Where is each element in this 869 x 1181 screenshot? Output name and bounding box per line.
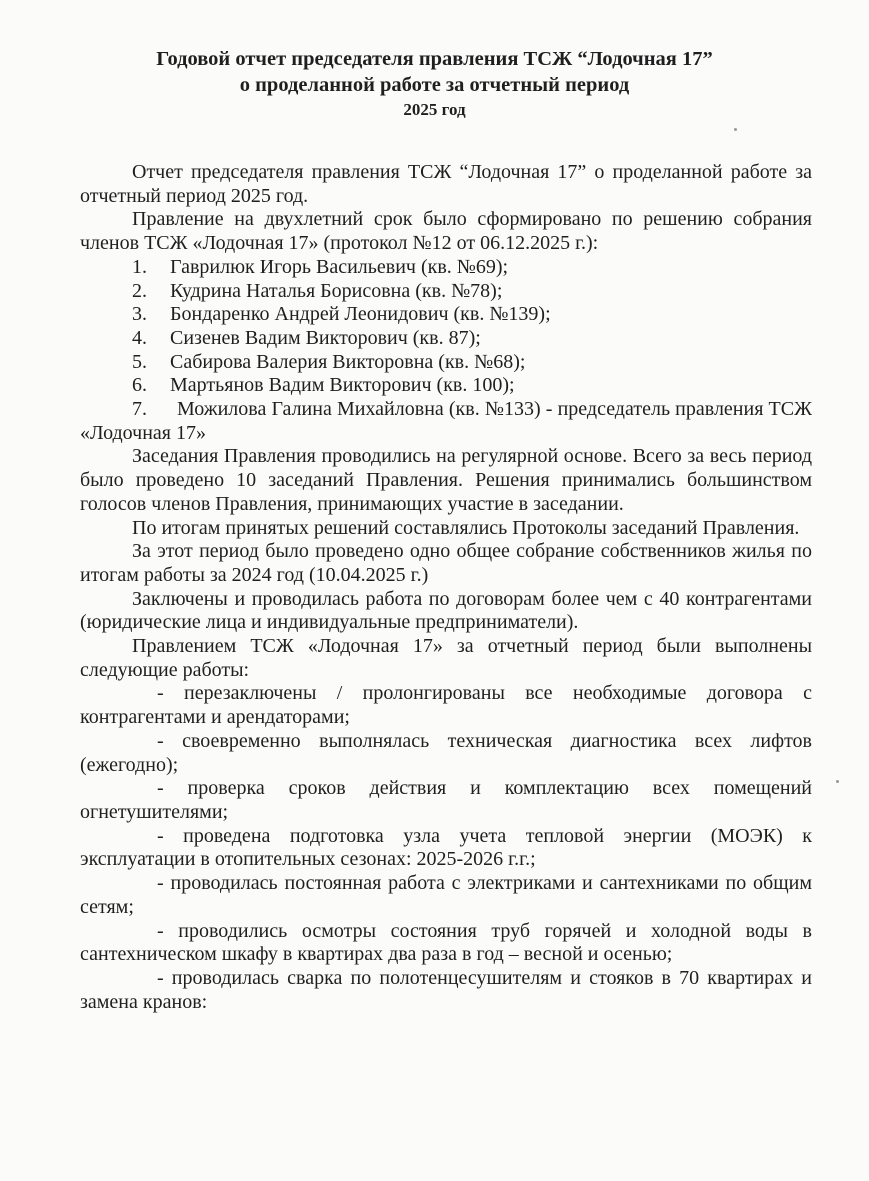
board-member-text: Мартьянов Вадим Викторович (кв. 100); [170, 374, 515, 397]
work-item: - проверка сроков действия и комплектацию всех помещений огнетушителями; [80, 777, 812, 823]
intro-paragraph: Отчет председателя правления ТСЖ “Лодочная 17” о проделанной работе за отчетный период 2025 год. [80, 161, 812, 207]
list-number: 5. [132, 350, 147, 373]
general-meeting-paragraph: За этот период было проведено одно общее собрание собственников жилья по итогам работы за 2024 год (10.04.2025 г.) [80, 540, 812, 586]
works-intro-paragraph: Правлением ТСЖ «Лодочная 17» за отчетный период были выполнены следующие работы: [80, 635, 812, 681]
contracts-paragraph: Заключены и проводилась работа по договорам более чем с 40 контрагентами (юридические лица и индивидуальные предприниматели). [80, 587, 812, 634]
scan-speck [734, 128, 737, 131]
document-title [0, 46, 869, 122]
list-number: 4. [132, 326, 147, 349]
document-body [80, 161, 812, 1014]
board-member-item [80, 351, 812, 375]
list-number: 7. [132, 398, 147, 421]
title-line-1: Годовой отчет председателя правления ТСЖ “Лодочная 17” [156, 48, 713, 70]
board-member-item [80, 327, 812, 351]
meetings-paragraph: Заседания Правления проводились на регулярной основе. Всего за весь период было проведено 10 заседаний Правления. Решения принимались большинством голосов членов Правления, принимающих участие в заседании. [80, 445, 812, 515]
work-item: - проводилась постоянная работа с электриками и сантехниками по общим сетям; [80, 872, 812, 918]
work-item: - своевременно выполнялась техническая диагностика всех лифтов (ежегодно); [80, 729, 812, 776]
board-member-text: Кудрина Наталья Борисовна (кв. №78); [170, 279, 503, 302]
board-member-item [80, 256, 812, 280]
work-item: - перезаключены / пролонгированы все необходимые договора с контрагентами и арендаторами; [80, 682, 812, 729]
board-member-item [80, 280, 812, 304]
title-line-2: о проделанной работе за отчетный период [239, 74, 630, 96]
board-member-text: Сизенев Вадим Викторович (кв. 87); [170, 326, 481, 349]
list-number: 2. [132, 279, 147, 302]
board-member-text: Сабирова Валерия Викторовна (кв. №68); [170, 350, 526, 373]
board-member-text: Гаврилюк Игорь Васильевич (кв. №69); [170, 255, 509, 278]
list-number: 1. [132, 255, 147, 278]
work-item: - проводилась сварка по полотенцесушителям и стояков в 70 квартирах и замена кранов: [80, 966, 812, 1013]
board-formed-paragraph: Правление на двухлетний срок было сформировано по решению собрания членов ТСЖ «Лодочная 17» (протокол №12 от 06.12.2025 г.): [80, 208, 812, 255]
board-member-item [80, 374, 812, 398]
list-number: 6. [132, 374, 147, 397]
board-member-text: Можилова Галина Михайловна (кв. №133) - председатель правления ТСЖ «Лодочная 17» [80, 398, 812, 444]
scan-speck [836, 780, 839, 783]
title-year: 2025 год [403, 100, 466, 119]
work-item: - проведена подготовка узла учета тепловой энергии (МОЭК) к эксплуатации в отопительных сезонах: 2025-2026 г.г.; [80, 824, 812, 871]
protocols-paragraph: По итогам принятых решений составлялись Протоколы заседаний Правления. [132, 516, 800, 539]
list-number: 3. [132, 303, 147, 326]
board-members-list [80, 256, 812, 446]
board-member-item [80, 303, 812, 327]
board-member-text: Бондаренко Андрей Леонидович (кв. №139); [170, 303, 551, 326]
board-member-item-chair [80, 398, 812, 445]
work-item: - проводились осмотры состояния труб горячей и холодной воды в сантехническом шкафу в квартирах два раза в год – весной и осенью; [80, 919, 812, 966]
